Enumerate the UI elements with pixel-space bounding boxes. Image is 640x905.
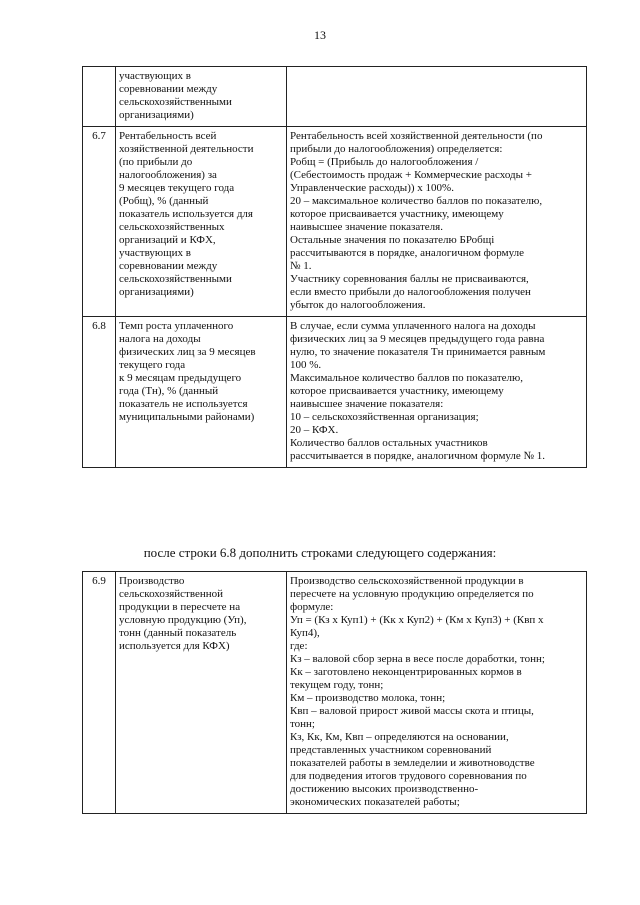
indicator-name-line: организаций и КФХ, <box>119 234 216 246</box>
indicator-name-line: организациями) <box>119 286 194 298</box>
indicator-name-line: текущего года <box>119 359 186 371</box>
indicator-name <box>116 317 287 468</box>
indicator-name-line: налога на доходы <box>119 333 201 345</box>
indicator-description-line: прибыли до налогообложения) определяется: <box>290 143 503 155</box>
indicator-description-line: где: <box>290 640 308 652</box>
indicator-description-line: представленных участником соревнований <box>290 744 492 756</box>
indicator-description-line: если вместо прибыли до налогообложения получен <box>290 286 531 298</box>
indicator-name-line: физических лиц за 9 месяцев <box>119 346 256 358</box>
indicator-description-line: Участнику соревнования баллы не присваиваются, <box>290 273 529 285</box>
criteria-table-continued <box>82 66 587 468</box>
indicator-name-line: к 9 месяцам предыдущего <box>119 372 242 384</box>
indicator-description <box>287 67 587 127</box>
indicator-description-line: 20 – максимальное количество баллов по показателю, <box>290 195 543 207</box>
indicator-name-line: сельскохозяйственными <box>119 273 232 285</box>
indicator-name <box>116 127 287 317</box>
indicator-name-line: организациями) <box>119 109 194 121</box>
indicator-description-line: Кк – заготовлено неконцентрированных кормов в <box>290 666 522 678</box>
indicator-name-line: (Робщ), % (данный <box>119 195 209 207</box>
indicator-description-line: № 1. <box>290 260 312 272</box>
table-row <box>83 317 587 468</box>
indicator-name-line: продукции в пересчете на <box>119 601 241 613</box>
indicator-name-line: года (Тн), % (данный <box>119 385 219 397</box>
indicator-name-line: тонн (данный показатель <box>119 627 237 639</box>
indicator-description-line: Максимальное количество баллов по показателю, <box>290 372 523 384</box>
indicator-name-line: хозяйственной деятельности <box>119 143 254 155</box>
indicator-description-line: Рентабельность всей хозяйственной деятельности (по <box>290 130 543 142</box>
indicator-description-line: В случае, если сумма уплаченного налога на доходы <box>290 320 536 332</box>
indicator-name-line: 9 месяцев текущего года <box>119 182 235 194</box>
table-row <box>83 67 587 127</box>
indicator-description-line: формуле: <box>290 601 334 613</box>
indicator-name-line: участвующих в <box>119 70 191 82</box>
row-number: 6.9 <box>83 572 116 814</box>
table-row <box>83 127 587 317</box>
indicator-description-line: рассчитывается в порядке, аналогичном формуле № 1. <box>290 450 546 462</box>
indicator-description-line: Робщ = (Прибыль до налогообложения / <box>290 156 479 168</box>
indicator-description-line: достижению высоких производственно- <box>290 783 479 795</box>
indicator-description <box>287 572 587 814</box>
indicator-description-line: текущем году, тонн; <box>290 679 384 691</box>
indicator-description-line: Количество баллов остальных участников <box>290 437 488 449</box>
indicator-description-line: 100 %. <box>290 359 322 371</box>
indicator-description-line: Уп = (Кз х Куп1) + (Кк х Куп2) + (Км х Куп3) + (Квп х <box>290 614 544 626</box>
indicator-name-line: условную продукцию (Уп), <box>119 614 247 626</box>
indicator-description <box>287 317 587 468</box>
indicator-description-line: Управленческие расходы)) х 100%. <box>290 182 454 194</box>
indicator-name <box>116 572 287 814</box>
indicator-description-line: Куп4), <box>290 627 320 639</box>
table-row <box>83 572 587 814</box>
indicator-name-line: налогообложения) за <box>119 169 217 181</box>
indicator-description-line: показателей работы в земледелии и животноводстве <box>290 757 535 769</box>
indicator-description-line: тонн; <box>290 718 315 730</box>
indicator-description <box>287 127 587 317</box>
row-number <box>83 67 116 127</box>
indicator-description-line: убыток до налогообложения. <box>290 299 426 311</box>
indicator-description-line: которое присваивается участнику, имеющему <box>290 385 504 397</box>
indicator-description-line: 10 – сельскохозяйственная организация; <box>290 411 479 423</box>
indicator-name-line: сельскохозяйственных <box>119 221 225 233</box>
indicator-description-line: Км – производство молока, тонн; <box>290 692 446 704</box>
indicator-name <box>116 67 287 127</box>
indicator-description-line: наивысшее значение показателя: <box>290 398 444 410</box>
indicator-description-line: рассчитываются в порядке, аналогичном формуле <box>290 247 524 259</box>
indicator-name-line: Темп роста уплаченного <box>119 320 234 332</box>
indicator-description-line: для подведения итогов трудового соревнования по <box>290 770 527 782</box>
indicator-description-line: Квп – валовой прирост живой массы скота и птицы, <box>290 705 534 717</box>
insertion-heading: после строки 6.8 дополнить строками следующего содержания: <box>143 545 497 560</box>
indicator-name-line: Рентабельность всей <box>119 130 217 142</box>
indicator-name-line: сельскохозяйственной <box>119 588 224 600</box>
indicator-description-line: (Себестоимость продаж + Коммерческие расходы + <box>290 169 532 181</box>
indicator-name-line: сельскохозяйственными <box>119 96 232 108</box>
indicator-name-line: используется для КФХ) <box>119 640 230 652</box>
row-number: 6.8 <box>83 317 116 468</box>
indicator-name-line: соревновании между <box>119 83 218 95</box>
indicator-name-line: Производство <box>119 575 185 587</box>
indicator-name-line: показатель используется для <box>119 208 253 220</box>
indicator-description-line: которое присваивается участнику, имеющему <box>290 208 504 220</box>
indicator-description-line: нулю, то значение показателя Тн принимается равным <box>290 346 546 358</box>
indicator-description-line: Кз – валовой сбор зерна в весе после доработки, тонн; <box>290 653 545 665</box>
indicator-description-line: физических лиц за 9 месяцев предыдущего года равна <box>290 333 545 345</box>
indicator-description-line: 20 – КФХ. <box>290 424 339 436</box>
indicator-description-line: Производство сельскохозяйственной продукции в <box>290 575 524 587</box>
indicator-name-line: участвующих в <box>119 247 191 259</box>
criteria-table-added <box>82 571 587 814</box>
indicator-name-line: муниципальными районами) <box>119 411 255 423</box>
row-number: 6.7 <box>83 127 116 317</box>
indicator-description-line: пересчете на условную продукцию определяется по <box>290 588 534 600</box>
indicator-description-line: Кз, Кк, Км, Квп – определяются на основании, <box>290 731 509 743</box>
indicator-description-line: экономических показателей работы; <box>290 796 460 808</box>
indicator-name-line: (по прибыли до <box>119 156 193 168</box>
indicator-description-line: наивысшее значение показателя. <box>290 221 443 233</box>
indicator-description-line: Остальные значения по показателю БРобщі <box>290 234 495 246</box>
indicator-name-line: показатель не используется <box>119 398 248 410</box>
page-number: 13 <box>314 28 326 42</box>
indicator-name-line: соревновании между <box>119 260 218 272</box>
